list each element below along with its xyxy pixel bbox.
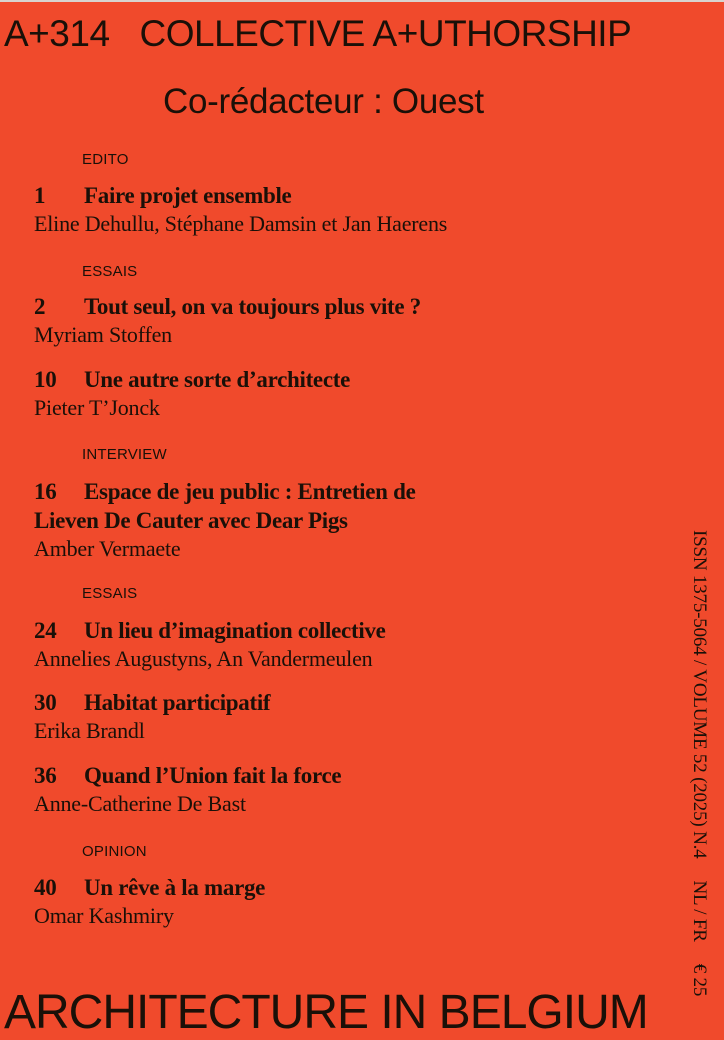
page-number: 16	[34, 479, 57, 504]
masthead	[4, 14, 631, 54]
toc-entry[interactable]	[34, 365, 634, 421]
languages: NL / FR	[689, 880, 710, 942]
entry-author: Myriam Stoffen	[34, 322, 172, 347]
section-label-opinion: OPINION	[82, 843, 147, 860]
entry-title	[34, 616, 634, 645]
spine-info	[685, 530, 713, 995]
top-edge	[0, 0, 724, 2]
entry-title-line: Habitat participatif	[84, 690, 271, 715]
page-number: 24	[34, 618, 57, 643]
toc-entry[interactable]	[34, 477, 634, 562]
page-number: 2	[34, 294, 46, 319]
price: € 25	[689, 963, 710, 997]
entry-title	[34, 181, 634, 210]
toc-entry[interactable]	[34, 616, 634, 672]
toc-entry[interactable]	[34, 292, 634, 348]
page-number: 36	[34, 763, 57, 788]
page-number: 1	[34, 183, 46, 208]
entry-title-line: Un lieu d’imagination collective	[84, 618, 386, 643]
page-number: 40	[34, 875, 57, 900]
entry-title-line: Espace de jeu public : Entretien de	[84, 479, 416, 504]
entry-author: Erika Brandl	[34, 718, 145, 743]
entry-author: Omar Kashmiry	[34, 903, 174, 928]
entry-title	[34, 761, 634, 790]
entry-title	[34, 292, 634, 321]
toc-entry[interactable]	[34, 181, 634, 237]
entry-author: Annelies Augustyns, An Vandermeulen	[34, 646, 373, 671]
entry-title-line: Quand l’Union fait la force	[84, 763, 342, 788]
entry-title-line: Un rêve à la marge	[84, 875, 266, 900]
entry-title	[34, 365, 634, 394]
entry-title-line: Faire projet ensemble	[84, 183, 292, 208]
toc-entry[interactable]	[34, 873, 634, 929]
entry-title-line: Une autre sorte d’architecte	[84, 367, 351, 392]
entry-title	[34, 477, 634, 506]
entry-author: Anne-Catherine De Bast	[34, 791, 246, 816]
entry-author: Eline Dehullu, Stéphane Damsin et Jan Haerens	[34, 211, 448, 236]
entry-title	[34, 873, 634, 902]
entry-title	[34, 688, 634, 717]
page-number: 10	[34, 367, 57, 392]
section-label-essais: ESSAIS	[82, 263, 138, 280]
coeditor-line: Co-rédacteur : Ouest	[163, 82, 484, 121]
section-label-essais: ESSAIS	[82, 585, 138, 602]
entry-author: Pieter T’Jonck	[34, 395, 160, 420]
issue-title: COLLECTIVE A+UTHORSHIP	[139, 13, 632, 54]
footer-title: ARCHITECTURE IN BELGIUM	[4, 986, 648, 1039]
issue-number: A+314	[4, 13, 110, 54]
toc-entry[interactable]	[34, 688, 634, 744]
entry-title-continued: Lieven De Cauter avec Dear Pigs	[34, 508, 348, 533]
page-number: 30	[34, 690, 57, 715]
issn-volume: ISSN 1375-5064 / VOLUME 52 (2025) N.4	[689, 530, 710, 859]
entry-title-line: Tout seul, on va toujours plus vite ?	[84, 294, 421, 319]
section-label-interview: INTERVIEW	[82, 446, 167, 463]
entry-author: Amber Vermaete	[34, 536, 181, 561]
section-label-edito: EDITO	[82, 151, 129, 168]
toc-entry[interactable]	[34, 761, 634, 817]
